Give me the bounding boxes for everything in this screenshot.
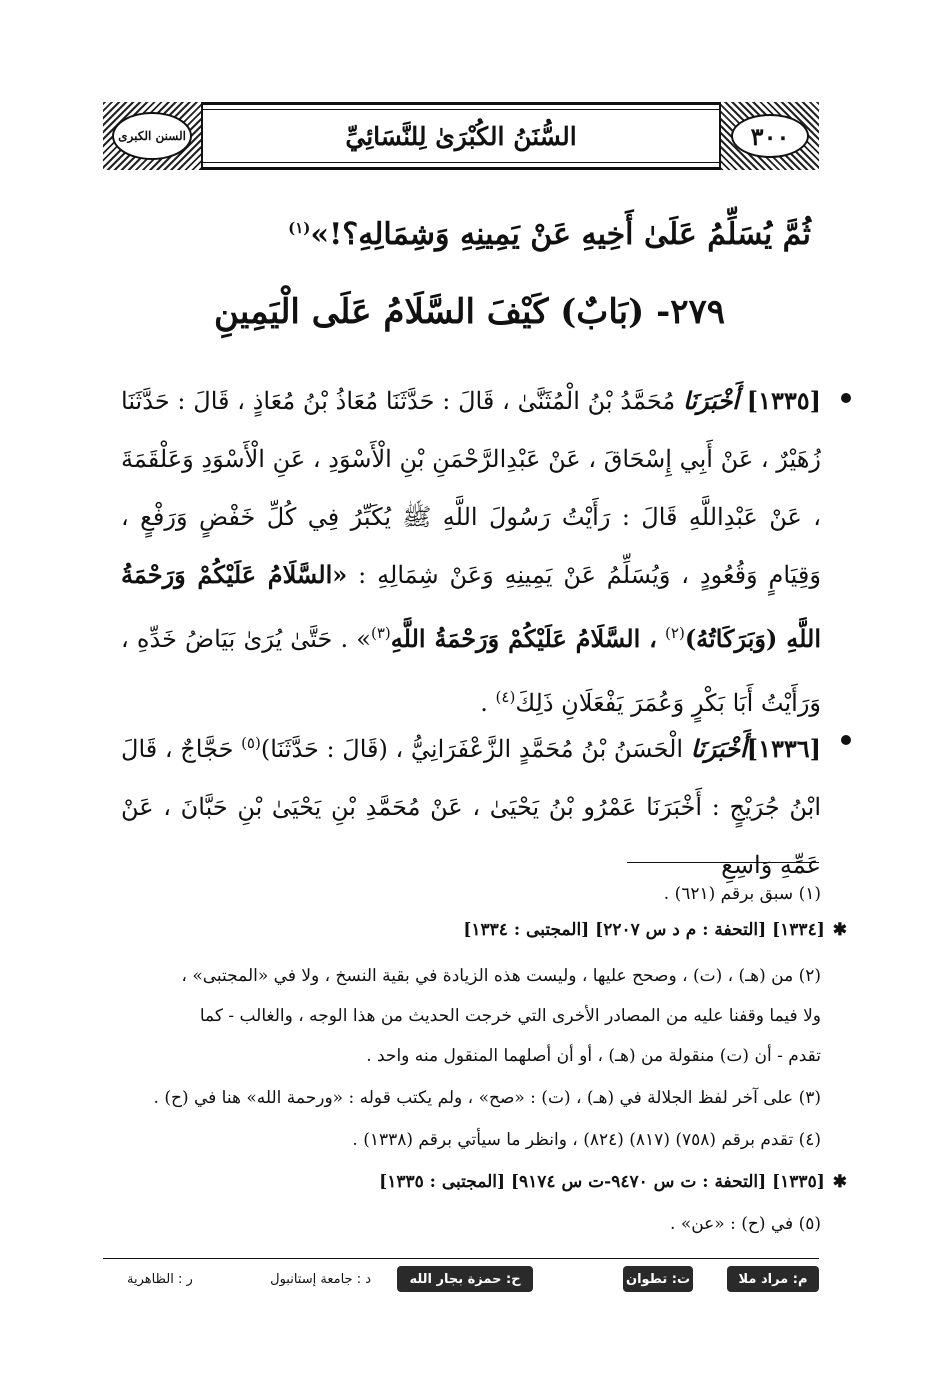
footnote-4: (٤) تقدم برقم (٧٥٨) (٨١٧) (٨٢٤) ، وانظر ما سيأتي برقم (١٣٣٨) . bbox=[352, 1130, 821, 1150]
footnote-2-line-2: ولا فيما وقفنا عليه من المصادر الأخرى التي خرجت الحديث من هذا الوجه ، والغالب - كما bbox=[199, 1006, 821, 1026]
hadith-number: [١٣٣٦] bbox=[746, 734, 821, 763]
page-number-box bbox=[719, 102, 819, 170]
hadith-number: [١٣٣٥] bbox=[746, 386, 821, 415]
footnote-5: (٥) في (ح) : «عن» . bbox=[670, 1214, 821, 1234]
footnote-ref-1[interactable]: (١) bbox=[288, 219, 311, 237]
footnote-3: (٣) على آخر لفظ الجلالة في (هـ) ، (ت) : «صح» ، ولم يكتب قوله : «ورحمة الله» هنا في (ح) . bbox=[153, 1088, 821, 1108]
manuscript-legend bbox=[103, 1266, 819, 1294]
hadith-opener: أَخْبَرَنَا bbox=[690, 734, 747, 763]
asterisk-icon: ✱ bbox=[832, 920, 847, 940]
footnote-ref-5[interactable]: (٥) bbox=[241, 734, 261, 752]
takhrij-text: [١٣٣٤] [التحفة : م د س ٢٢٠٧] [المجتبى : ١٣٣٤] bbox=[463, 920, 825, 940]
hadith-1336 bbox=[121, 714, 821, 894]
footnote-divider bbox=[627, 862, 819, 863]
legend-r: ر : الظاهرية bbox=[127, 1271, 193, 1287]
footnote-2-line-3: تقدم - أن (ت) منقولة من (هـ) ، أو أن أصلهما المنقول منه واحد . bbox=[366, 1046, 821, 1066]
footnote-1: (١) سبق برقم (٦٢١) . bbox=[663, 884, 821, 904]
takhrij-text: [١٣٣٥] [التحفة : ت س ٩٤٧٠-ت س ٩١٧٤] [المجتبى : ١٣٣٥] bbox=[379, 1172, 825, 1192]
footnote-ref-4[interactable]: (٤) bbox=[495, 688, 516, 706]
hadith-end: . bbox=[480, 689, 496, 717]
takhrij-1335 bbox=[121, 1166, 847, 1199]
chapter-title: ٢٧٩- (بَابٌ) كَيْفَ السَّلَامُ عَلَى الْيَمِينِ bbox=[214, 292, 725, 332]
book-title: السُّنَنُ الكُبْرَىٰ لِلنَّسَائِيِّ bbox=[345, 121, 577, 151]
hadith-1335 bbox=[121, 372, 821, 732]
takhrij-1334 bbox=[121, 914, 847, 947]
bullet-icon bbox=[841, 393, 851, 403]
hadith-text: الْحَسَنُ بْنُ مُحَمَّدٍ الزَّعْفَرَانِيُّ ، (قَالَ : حَدَّثَنَا) bbox=[260, 735, 684, 763]
book-logo: السنن الكبرى bbox=[112, 112, 192, 160]
legend-badge-h: ح: حمزة بجار الله bbox=[397, 1266, 533, 1292]
continuation-text: ثُمَّ يُسَلِّمُ عَلَىٰ أَخِيهِ عَنْ يَمِينِهِ وَشِمَالِهِ؟!» bbox=[310, 217, 811, 252]
continuation-line bbox=[288, 208, 811, 255]
salam-phrase-2: ، السَّلَامُ عَلَيْكُمْ وَرَحْمَةُ اللَّهِ bbox=[390, 624, 657, 653]
logo-box bbox=[103, 102, 203, 170]
bottom-divider bbox=[103, 1258, 819, 1259]
legend-badge-t: ت: تطوان bbox=[623, 1266, 693, 1292]
footnote-ref-3[interactable]: (٣) bbox=[371, 624, 391, 642]
page-number: ٣٠٠ bbox=[731, 114, 809, 158]
page-header bbox=[103, 102, 819, 170]
footnote-2-line-1: (٢) من (هـ) ، (ت) ، وصحح عليها ، وليست هذه الزيادة في بقية النسخ ، ولا في «المجتبى» ، bbox=[181, 966, 821, 986]
legend-d: د : جامعة إستانبول bbox=[270, 1271, 371, 1287]
footnote-ref-2[interactable]: (٢) bbox=[665, 624, 685, 642]
hadith-text-cont: حَجَّاجٌ ، قَالَ ابْنُ جُرَيْجٍ : أَخْبَرَنَا عَمْرُو بْنُ يَحْيَىٰ ، عَنْ مُحَمَّدِ بْنِ يَحْيَىٰ بْنِ حَبَّانَ ، عَنْ عَمِّهِ وَاسِعِ bbox=[121, 735, 821, 879]
hadith-text: مُحَمَّدُ بْنُ الْمُثَنَّىٰ ، قَالَ : حَدَّثَنَا مُعَاذُ بْنُ مُعَاذٍ ، قَالَ : حَدَّثَنَا زُهَيْرٌ ، عَنْ أَبِي إِسْحَاقَ ، عَنْ عَبْدِالرَّحْمَنِ بْنِ الْأَسْوَدِ ، عَنِ الْأَسْوَدِ وَعَلْقَمَةَ ، عَنْ عَبْدِاللَّهِ قَالَ : رَأَيْتُ رَسُولَ اللَّهِ ﷺ يُكَبِّرُ فِي كُلِّ خَفْضٍ وَرَفْعٍ ، وَقِيَامٍ وَقُعُودٍ ، وَيُسَلِّمُ عَنْ يَمِينِهِ وَعَنْ شِمَالِهِ : bbox=[121, 387, 821, 589]
legend-badge-m: م: مراد ملا bbox=[727, 1266, 819, 1292]
bullet-icon bbox=[841, 735, 851, 745]
salam-phrase-1: «السَّلَامُ عَلَيْكُمْ وَرَحْمَةُ اللَّهِ (وَبَرَكَاتُهُ) bbox=[121, 560, 822, 653]
asterisk-icon: ✱ bbox=[832, 1172, 847, 1192]
hadith-text-cont: » . حَتَّىٰ يُرَىٰ بَيَاضُ خَدِّهِ ، وَرَأَيْتُ أَبَا بَكْرٍ وَعُمَرَ يَفْعَلَانِ ذَلِكَ bbox=[121, 625, 821, 717]
hadith-opener: أَخْبَرَنَا bbox=[682, 386, 739, 415]
